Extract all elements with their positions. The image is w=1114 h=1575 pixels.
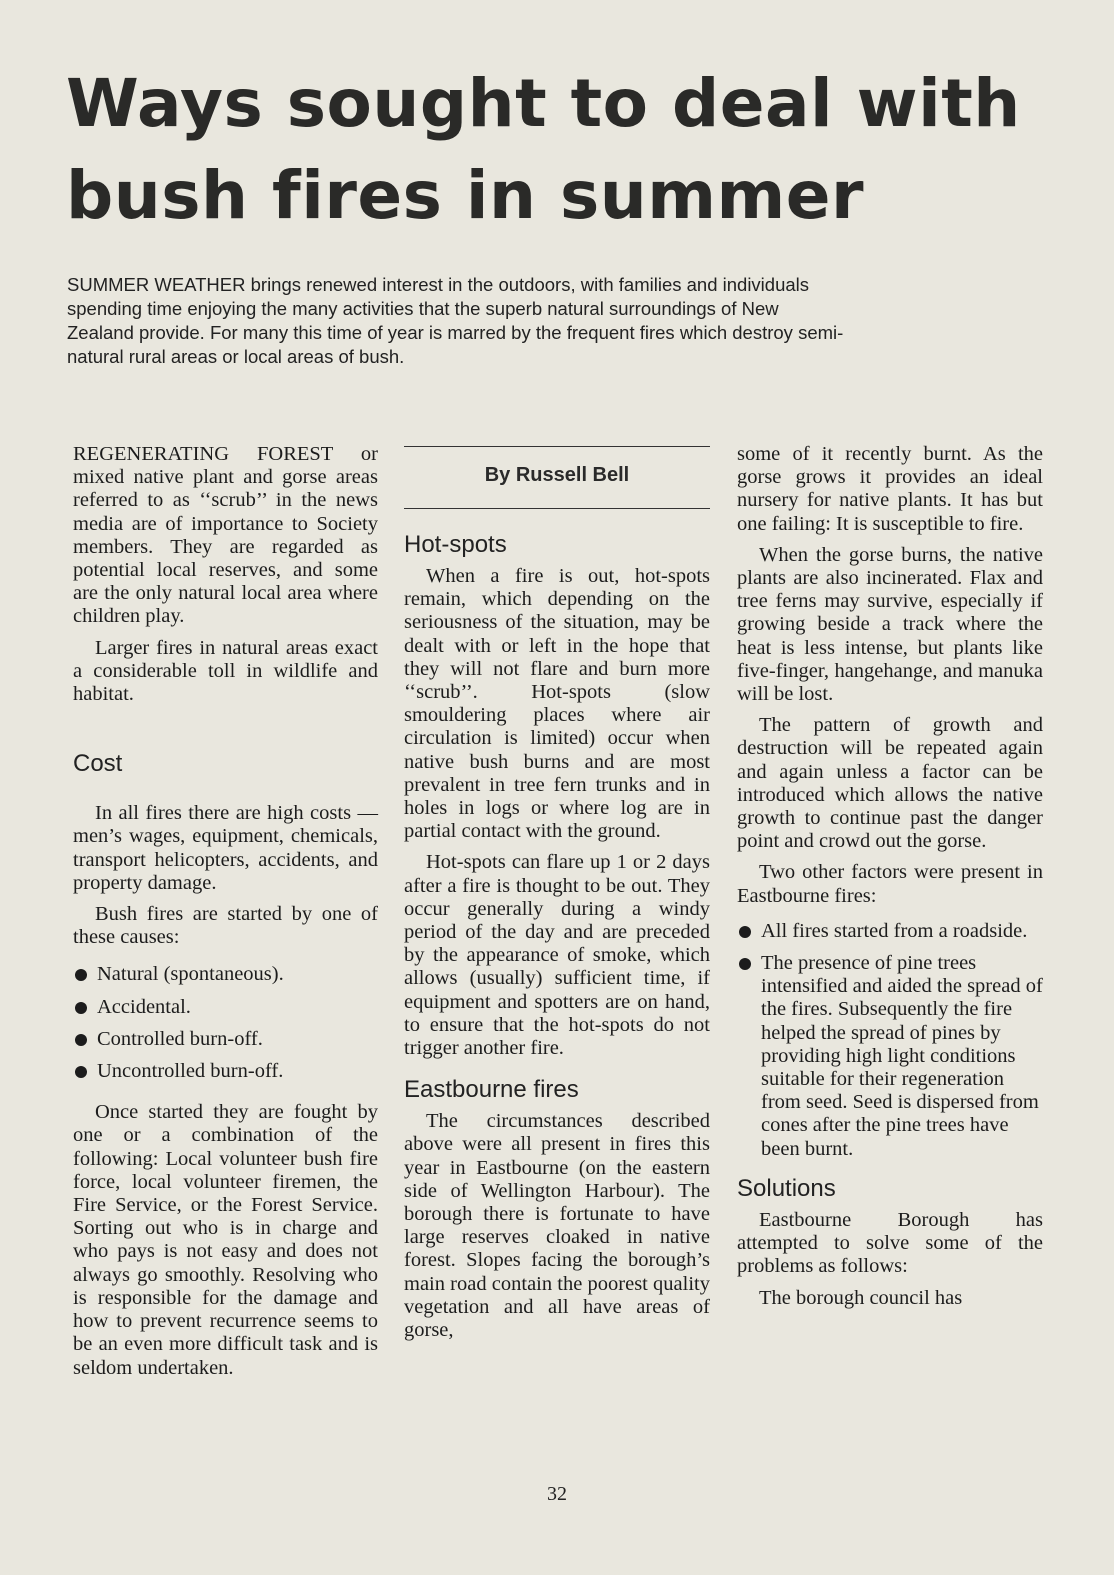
- headline-line-1: Ways sought to deal with: [66, 65, 1021, 142]
- col3-paragraph-3: The pattern of growth and destruction will be repeated again and again unless a factor can be introduced which allows the native growth to continue past the danger point and crowd out the gorse.: [737, 714, 1043, 853]
- list-item: Accidental.: [73, 996, 378, 1019]
- byline: By Russell Bell: [404, 446, 710, 509]
- col3-paragraph-5: Eastbourne Borough has attempted to solve some of the problems as follows:: [737, 1208, 1043, 1278]
- col1-paragraph-5: Once started they are fought by one or a combination of the following: Local volunteer bush fire force, local volunteer firemen, the Fire Service, or the Forest Service. Sorting out who is in charge and who pays is not easy and does not always go smoothly. Resolving who is responsible for the damage and how to prevent recurrence seems to be an even more difficult task and is seldom undertaken.: [73, 1101, 378, 1379]
- list-item: Natural (spontaneous).: [73, 963, 378, 986]
- list-item: The presence of pine trees intensified and aided the spread of the fires. Subsequently the fire helped the spread of pines by providing high light conditions suitable for their regeneration from seed. Seed is dispersed from cones after the pine trees have been burnt.: [737, 952, 1043, 1161]
- causes-list: [73, 963, 378, 1083]
- heading-cost: Cost: [73, 750, 123, 778]
- bullet-icon: [75, 1066, 87, 1078]
- factors-list: [737, 920, 1043, 1161]
- intro-paragraph: SUMMER WEATHER brings renewed interest in the outdoors, with families and individuals spending time enjoying the many activities that the superb natural surroundings of New Zealand provide. For many this time of year is marred by the frequent fires which destroy semi-natural rural areas or local areas of bush.: [67, 274, 844, 367]
- col3-paragraph-6: The borough council has: [759, 1286, 963, 1309]
- bullet-icon: [75, 1034, 87, 1046]
- col3-paragraph-1: some of it recently burnt. As the gorse grows it provides an ideal nursery for native plants. It has but one failing: It is susceptible to fire.: [737, 443, 1043, 535]
- col2-paragraph-2: Hot-spots can flare up 1 or 2 days after a fire is thought to be out. They occur generally during a windy period of the day and are preceded by the appearance of smoke, which allows (usually) sufficient time, if equipment and spotters are on hand, to ensure that the hot-spots do not trigger another fire.: [404, 851, 710, 1060]
- col2-paragraph-3: The circumstances described above were all present in fires this year in Eastbourne (on the eastern side of Wellington Harbour). The borough there is fortunate to have large reserves cloaked in native forest. Slopes facing the borough’s main road contain the poorest quality vegetation and all have areas of gorse,: [404, 1110, 710, 1342]
- col3-paragraph-2: When the gorse burns, the native plants are also incinerated. Flax and tree ferns may survive, especially if growing beside a track where the heat is less intense, but plants like five-finger, hangehange, and manuka will be lost.: [737, 543, 1043, 706]
- col3-paragraph-4: Two other factors were present in Eastbourne fires:: [737, 861, 1043, 907]
- col2-paragraph-1: When a fire is out, hot-spots remain, which depending on the seriousness of the situation, may be dealt with or left in the hope that they will not flare and burn more ‘‘scrub’’. Hot-spots (slow smouldering places where air circulation is limited) occur when native bush burns and are most prevalent in tree fern trunks and in holes in logs or where log are in partial contact with the ground.: [404, 565, 710, 843]
- list-item: Uncontrolled burn-off.: [73, 1060, 378, 1083]
- column-1: [73, 443, 378, 1388]
- page-number: 32: [547, 1483, 567, 1505]
- bullet-icon: [739, 958, 751, 970]
- list-item: All fires started from a roadside.: [737, 920, 1043, 943]
- column-3: [737, 443, 1043, 1318]
- col1-paragraph-3: In all fires there are high costs — men’s wages, equipment, chemicals, transport helicopters, accidents, and property damage.: [73, 802, 378, 894]
- list-item: Controlled burn-off.: [73, 1028, 378, 1051]
- bullet-icon: [75, 1002, 87, 1014]
- heading-solutions: Solutions: [737, 1174, 836, 1202]
- bullet-icon: [739, 926, 751, 938]
- col1-paragraph-4: Bush fires are started by one of these causes:: [73, 903, 378, 949]
- col1-paragraph-1: REGENERATING FOREST or mixed native plant and gorse areas referred to as ‘‘scrub’’ in the news media are of importance to Society members. They are regarded as potential local reserves, and some are the only natural local area where children play.: [73, 443, 378, 628]
- bullet-icon: [75, 969, 87, 981]
- column-2: [404, 443, 710, 1350]
- col1-paragraph-2: Larger fires in natural areas exact a considerable toll in wildlife and habitat.: [73, 636, 378, 706]
- heading-hotspots: Hot-spots: [404, 531, 507, 558]
- headline: [66, 58, 1066, 242]
- headline-line-2: bush fires in summer: [66, 157, 865, 234]
- heading-eastbourne-fires: Eastbourne fires: [404, 1076, 579, 1104]
